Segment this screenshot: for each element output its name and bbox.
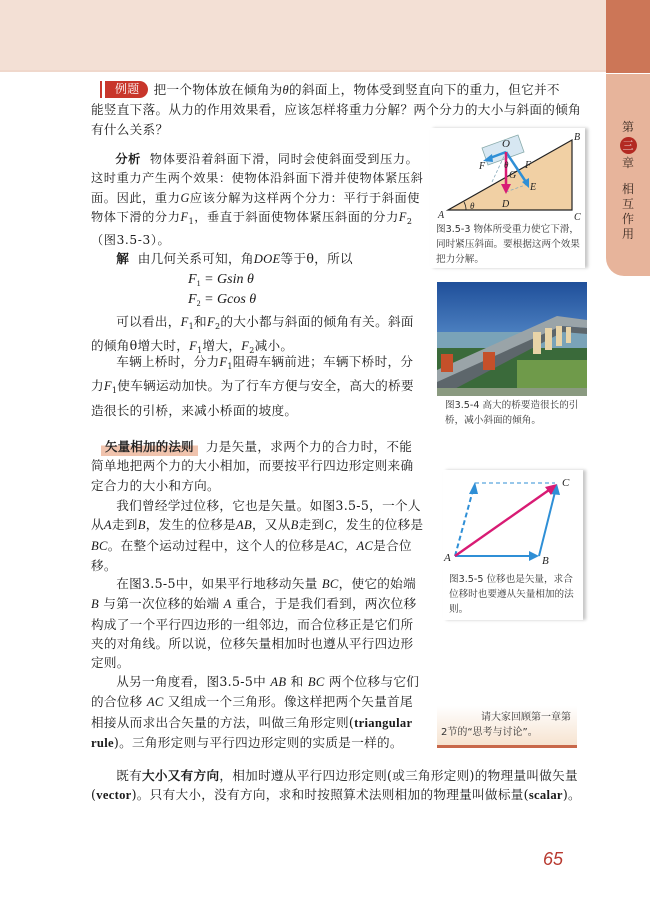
formula-f1: $F_1 = Gsin$ θ [188, 272, 254, 288]
solution-label: 解 [116, 251, 130, 266]
figure-3-5-4 [437, 282, 587, 432]
chapter-title-char: 作 [621, 212, 634, 226]
svg-text:F: F [525, 160, 532, 171]
svg-text:B: B [542, 555, 549, 567]
svg-text:D: D [502, 199, 510, 210]
svg-text:O: O [502, 138, 510, 150]
example-question: 例题 把一个物体放在倾角为θ的斜面上，物体受到竖直向下的重力，但它并不 能竖直下落。从力的作用效果看，应该怎样将重力分解？两个分力的大小与斜面的倾角 有什么关系？ [91, 82, 581, 137]
parallelogram-paragraph: 在图3.5-5中，如果平行地移动矢量 BC，使它的始端 B 与第一次位移的始端 A 重合，于是我们看到，两次位移构成了一个平行四边形的一组邻边，而合位移正是它们所夹的对角线。所以说，位移矢量相加时也遵从平行四边形定则。 [91, 576, 417, 671]
formula-f2: $F_2 = Gcos$ θ [188, 292, 257, 308]
definition-paragraph: 既有大小又有方向，相加时遵从平行四边形定则(或三角形定则)的物理量叫做矢量(vector)。只有大小，没有方向，求和时按照算术法则相加的物理量叫做标量(scalar)。 [91, 768, 581, 803]
example-tag: 例题 [105, 81, 148, 98]
chapter-suffix: 章 [621, 156, 634, 170]
svg-text:A: A [438, 210, 445, 221]
svg-text:G: G [509, 170, 517, 181]
svg-text:C: C [574, 212, 581, 223]
figure-3-5-5 [443, 470, 583, 620]
chapter-tab-top [606, 0, 650, 73]
svg-text:F: F [479, 161, 486, 172]
chapter-title-char: 相 [621, 182, 634, 196]
figure-3-5-5-caption: 图3.5-5 位移也是矢量，求合位移时也要遵从矢量相加的法则。 [449, 574, 574, 615]
chapter-title-char: 用 [621, 227, 634, 241]
header-band [0, 0, 606, 72]
chapter-prefix: 第 [621, 120, 634, 134]
bridge-paragraph: 车辆上桥时，分力$F_1$阻碍车辆前进；车辆下桥时，分力$F_1$使车辆运动加快。为了行车方便与安全，高大的桥要造很长的引桥，来减小桥面的坡度。 [91, 354, 414, 418]
bridge-photo [437, 282, 587, 396]
figure-3-5-3 [430, 128, 585, 268]
svg-text:θ: θ [504, 160, 509, 170]
analysis-paragraph: 分析 物体要沿着斜面下滑，同时会使斜面受到压力。这时重力产生两个效果：使物体沿斜面下滑并使物体紧压斜面。因此，重力G应该分解为这样两个分力：平行于斜面使物体下滑的分力$F_1$，垂直于斜面使物体紧压斜面的分力$F_2$（图3.5-3）。 [91, 152, 424, 248]
rule-paragraph: 矢量相加的法则 力是矢量，求两个力的合力时，不能简单地把两个力的大小相加，而要按平行四边形定则来确定合力的大小和方向。 [91, 439, 414, 493]
chapter-tab[interactable] [606, 74, 650, 276]
triangle-paragraph: 从另一角度看，图3.5-5中 AB 和 BC 两个位移与它们的合位移 AC 又组成一个三角形。像这样把两个矢量首尾相接从而求出合矢量的方法，叫做三角形定则(triangular rule)。三角形定则与平行四边形定则的实质是一样的。 [91, 674, 420, 750]
displacement-paragraph: 我们曾经学过位移，它也是矢量。如图3.5-5，一个人从A走到B，发生的位移是AB，又从B走到C，发生的位移是BC。在整个运动过程中，这个人的位移是AC，AC是合位移。 [91, 498, 424, 573]
rule-section-tag: 矢量相加的法则 [101, 437, 198, 456]
chapter-number-badge: 三 [620, 137, 637, 154]
svg-text:E: E [530, 182, 537, 193]
incline-diagram [430, 128, 585, 223]
page-number: 65 [543, 849, 564, 869]
solution-paragraph: 解 由几何关系可知，角DOE等于θ，所以 [116, 251, 353, 266]
conclusion-paragraph: 可以看出，$F_1$和$F_2$的大小都与斜面的倾角有关。斜面的倾角θ增大时，$F_1$增大，$F_2$减小。 [91, 314, 414, 356]
margin-note: 请大家回顾第一章第2节的“思考与讨论”。 [437, 706, 577, 748]
svg-text:C: C [562, 477, 570, 489]
figure-3-5-4-caption: 图3.5-4 高大的桥要造很长的引桥，减小斜面的倾角。 [445, 400, 579, 426]
chapter-title-char: 互 [621, 197, 634, 211]
analysis-label: 分析 [115, 152, 141, 166]
svg-text:A: A [444, 552, 451, 564]
svg-text:B: B [574, 132, 581, 143]
svg-text:θ: θ [470, 201, 475, 211]
vector-diagram [443, 470, 583, 570]
figure-3-5-3-caption: 图3.5-3 物体所受重力使它下滑，同时紧压斜面。要根据这两个效果把力分解。 [436, 224, 580, 265]
